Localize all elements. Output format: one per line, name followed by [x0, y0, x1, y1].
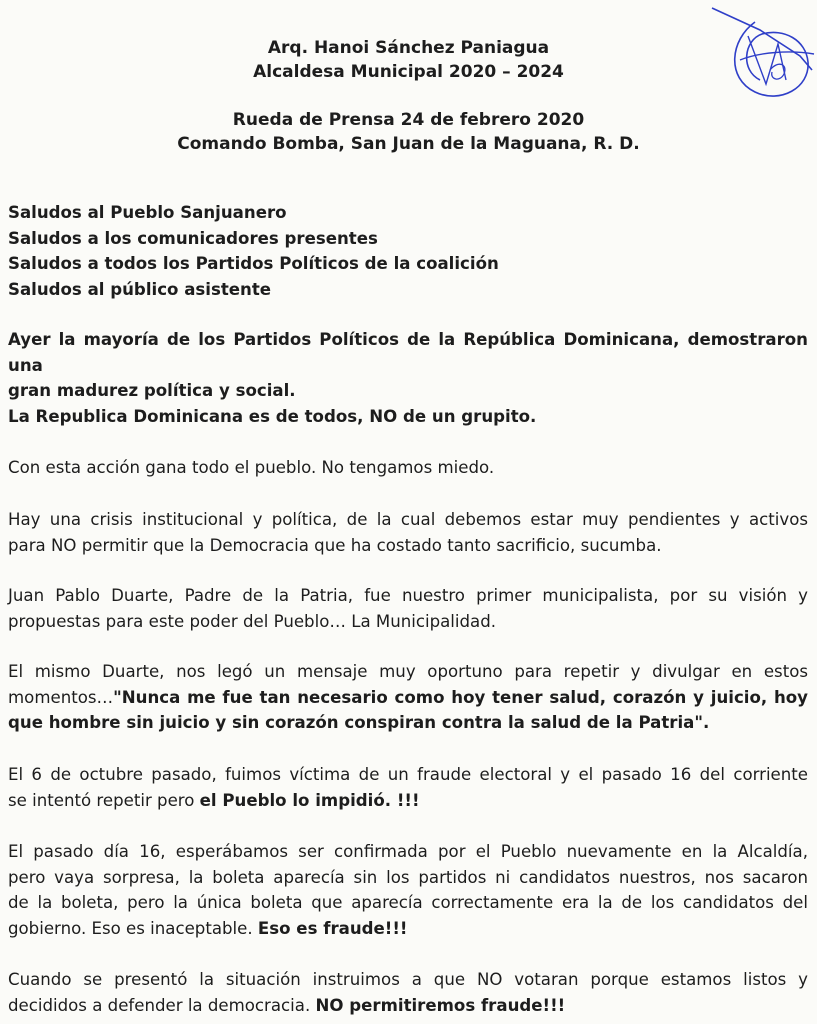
- greeting-line: Saludos al Pueblo Sanjuanero: [8, 203, 287, 222]
- paragraph-line: Hay una crisis institucional y política, de la cual debemos estar muy pendientes y activos: [8, 510, 808, 529]
- text-span: decididos a defender la democracia.: [8, 995, 316, 1015]
- event-title: Rueda de Prensa 24 de febrero 2020: [232, 110, 585, 130]
- paragraph-line: Ayer la mayoría de los Partidos Políticos de la República Dominicana, demostraron una: [8, 330, 808, 375]
- paragraph-4: [8, 507, 808, 558]
- paragraph-line: Juan Pablo Duarte, Padre de la Patria, fue nuestro primer municipalista, por su visión y: [8, 586, 808, 605]
- emphasis: el Pueblo lo impidió. !!!: [199, 790, 420, 810]
- paragraph-line: El pasado día 16, esperábamos ser confirmada por el Pueblo nuevamente en la Alcaldía,: [8, 842, 808, 861]
- paragraph-3: [8, 455, 808, 481]
- paragraph-line: propuestas para este poder del Pueblo… La Municipalidad.: [8, 611, 497, 631]
- paragraph-6: [8, 659, 808, 736]
- greetings-list: [8, 200, 808, 302]
- paragraph-2: [8, 404, 808, 430]
- paragraph-line: de la boleta, pero la única boleta que aparecía correctamente era la de los candidatos del: [8, 893, 808, 912]
- paragraph-line: El mismo Duarte, nos legó un mensaje muy oportuno para repetir y divulgar en estos: [8, 662, 808, 681]
- letterhead: [0, 36, 817, 84]
- paragraph-line: [8, 685, 808, 711]
- emphasis: Eso es fraude!!!: [257, 918, 408, 938]
- author-name: Arq. Hanoi Sánchez Paniagua: [267, 38, 550, 58]
- paragraph-line: El 6 de octubre pasado, fuimos víctima de un fraude electoral y el pasado 16 del corriente: [8, 765, 808, 784]
- paragraph-5: [8, 583, 808, 634]
- paragraph-line: Con esta acción gana todo el pueblo. No tengamos miedo.: [8, 458, 495, 477]
- event-location: Comando Bomba, San Juan de la Maguana, R. D.: [177, 134, 640, 154]
- greeting-line: Saludos a los comunicadores presentes: [8, 228, 378, 248]
- emphasis: NO permitiremos fraude!!!: [315, 995, 566, 1015]
- paragraph-line: La Republica Dominicana es de todos, NO de un grupito.: [8, 407, 537, 426]
- paragraph-line: [8, 993, 808, 1019]
- paragraph-line: pero vaya sorpresa, la boleta aparecía sin los partidos ni candidatos nuestros, nos sacaron: [8, 867, 808, 887]
- paragraph-7: [8, 762, 808, 813]
- paragraph-line: [8, 916, 808, 942]
- greeting-line: Saludos al público asistente: [8, 279, 272, 299]
- paragraph-line: para NO permitir que la Democracia que ha costado tanto sacrificio, sucumba.: [8, 535, 662, 555]
- text-span: se intentó repetir pero: [8, 790, 200, 810]
- paragraph-line: Cuando se presentó la situación instruimos a que NO votaran porque estamos listos y: [8, 970, 808, 989]
- paragraph-9: [8, 967, 808, 1018]
- quote-intro: momentos…: [8, 687, 114, 707]
- event-heading: [0, 108, 817, 156]
- author-position: Alcaldesa Municipal 2020 – 2024: [253, 62, 564, 82]
- duarte-quote: "Nunca me fue tan necesario como hoy tener salud, corazón y juicio, hoy: [113, 687, 808, 707]
- greeting-line: Saludos a todos los Partidos Políticos de la coalición: [8, 254, 499, 273]
- paragraph-1: [8, 327, 808, 404]
- paragraph-8: [8, 839, 808, 941]
- paragraph-line: [8, 788, 808, 814]
- duarte-quote-end: que hombre sin juicio y sin corazón conspiran contra la salud de la Patria".: [8, 713, 710, 732]
- paragraph-line: gran madurez política y social.: [8, 381, 296, 400]
- text-span: gobierno. Eso es inaceptable.: [8, 918, 258, 938]
